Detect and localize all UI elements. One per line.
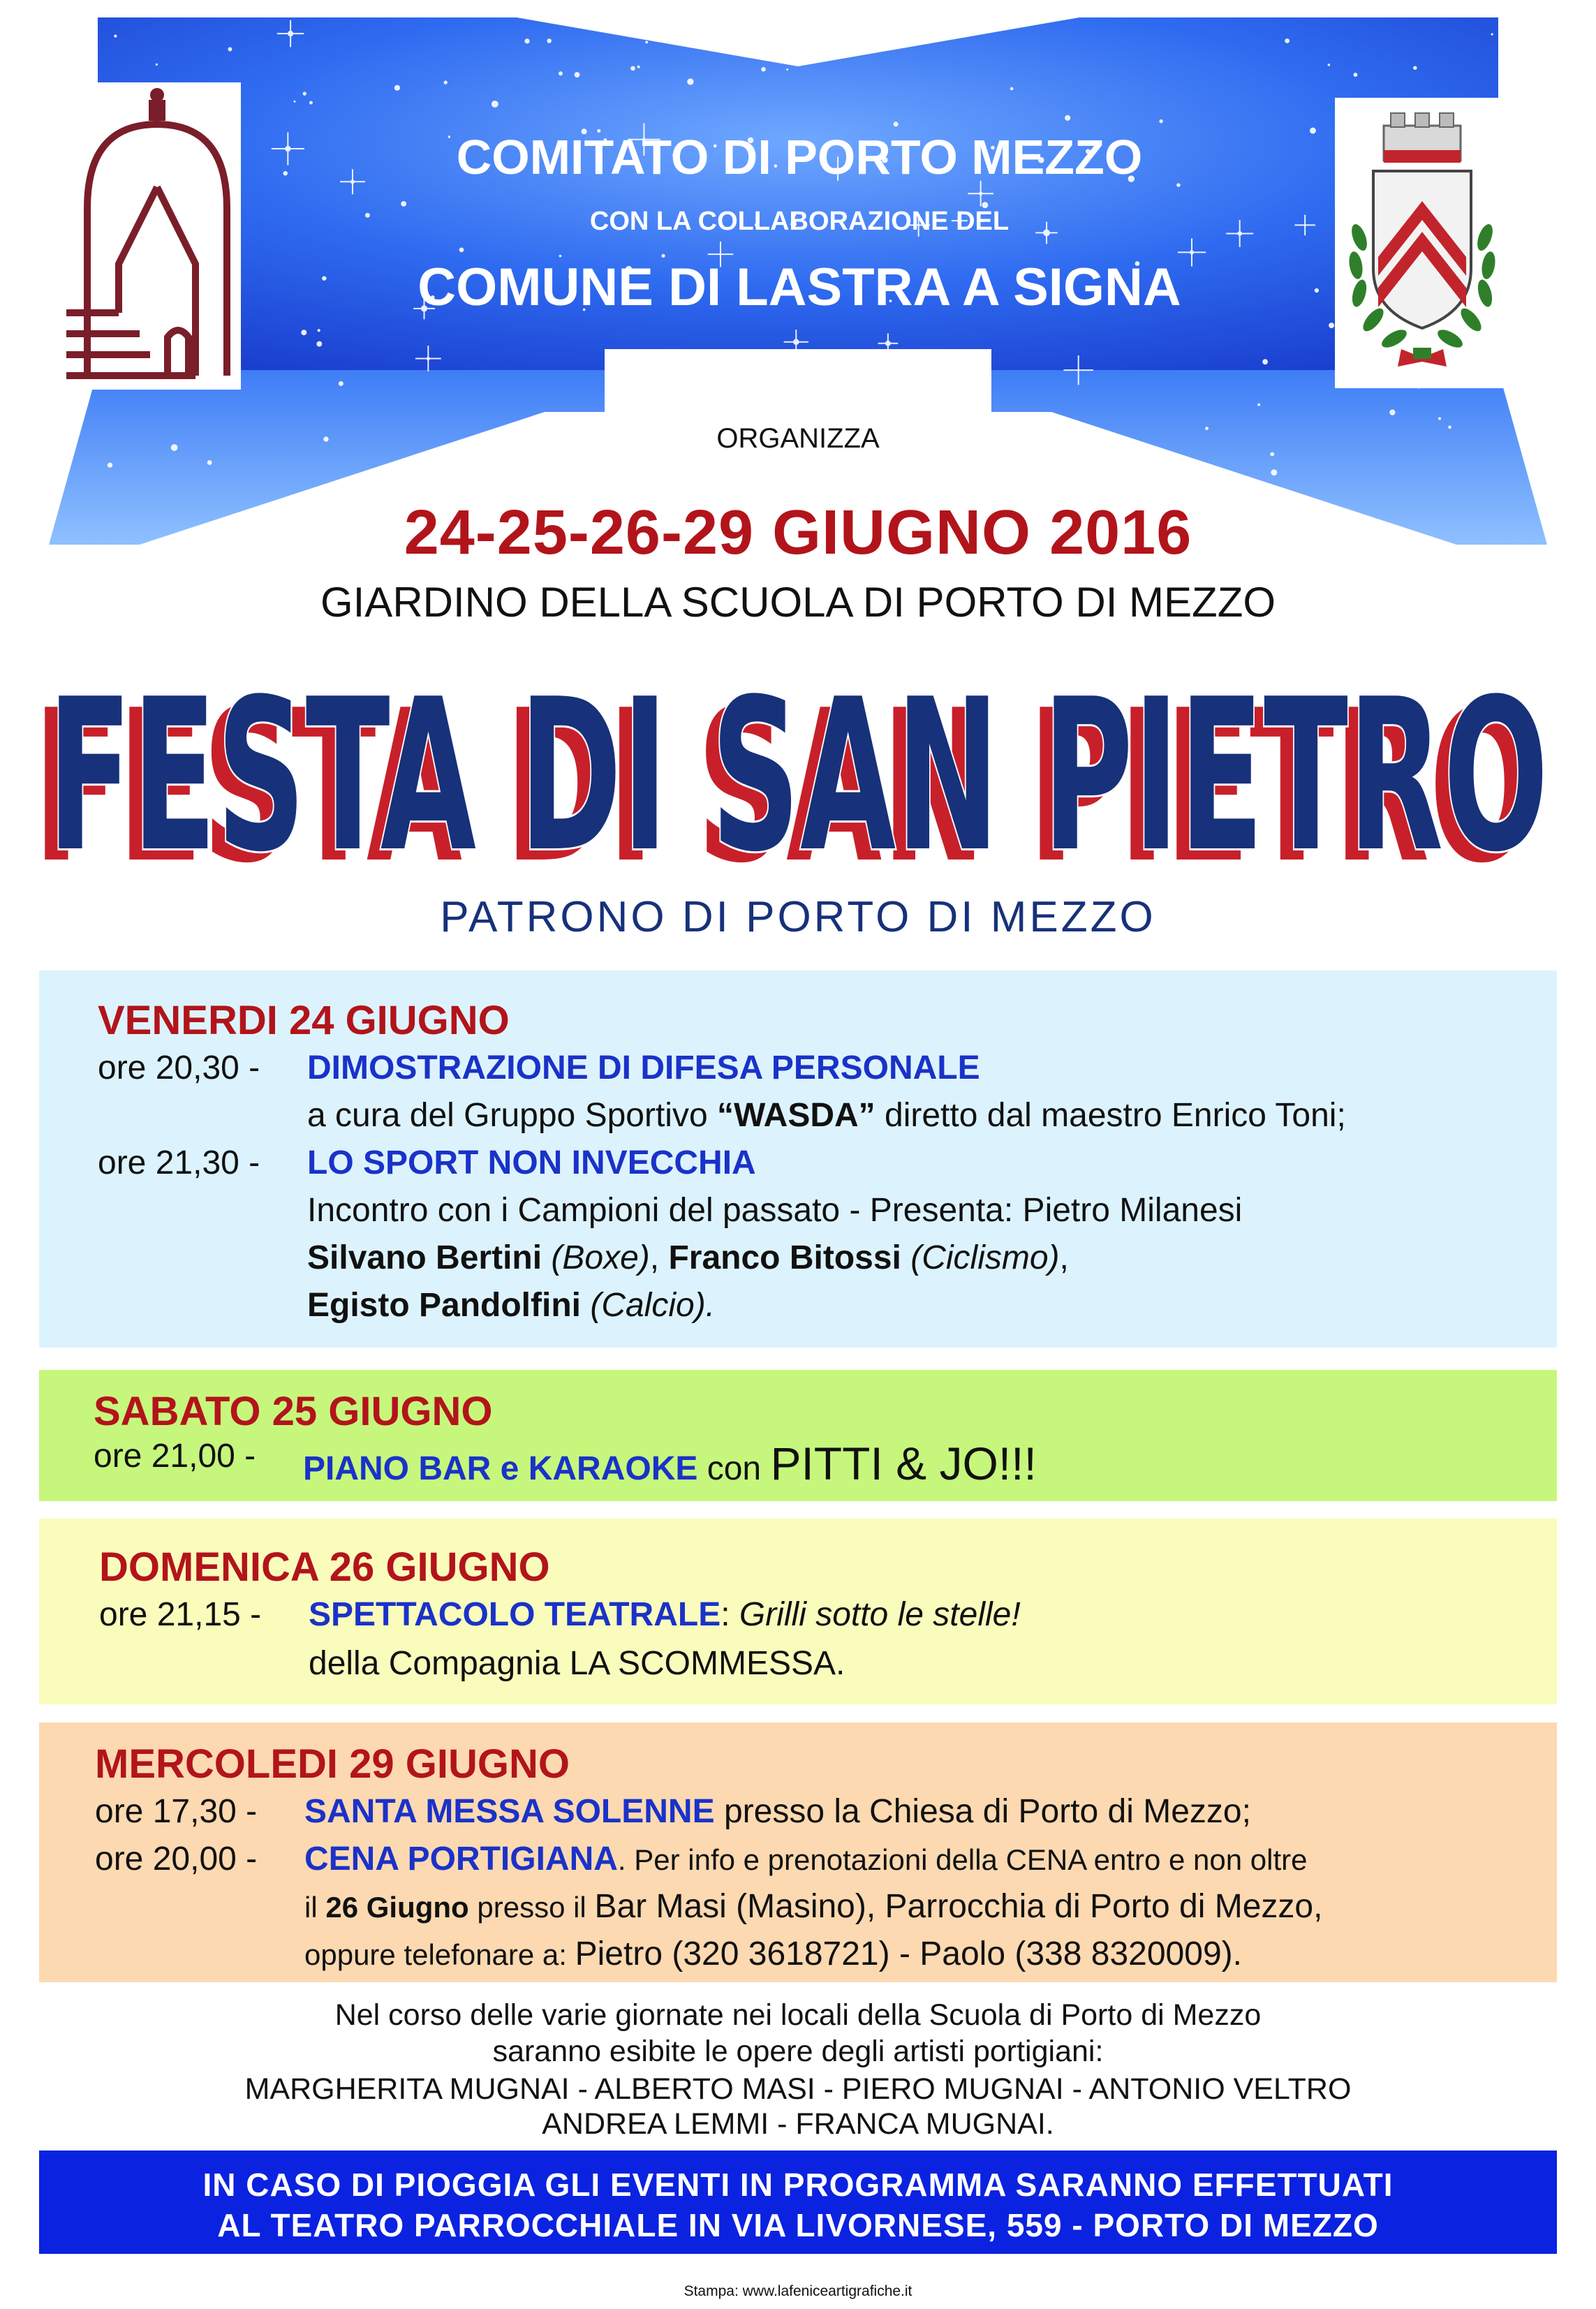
right-logo-box — [1335, 98, 1509, 388]
champion-3-sport: (Calcio). — [581, 1287, 716, 1324]
star-dot — [1315, 288, 1319, 293]
star-dot — [339, 381, 343, 386]
wednesday-event-2-info: . Per info e prenotazioni della CENA entro e non oltre — [617, 1843, 1308, 1876]
star-dot — [1354, 73, 1358, 77]
star-dot — [207, 460, 212, 465]
wednesday-line-1 — [95, 1792, 1251, 1831]
wednesday-line-3 — [304, 1887, 1322, 1926]
sunday-event: SPETTACOLO TEATRALE — [309, 1596, 721, 1633]
friday-box — [39, 971, 1557, 1348]
print-site: www.lafeniceartigrafiche.it — [742, 2283, 912, 2299]
committee-name: COMITATO DI PORTO MEZZO — [456, 130, 1143, 184]
footer-line-1: Nel corso delle varie giornate nei locali della Scuola di Porto di Mezzo — [334, 1998, 1262, 2032]
left-logo-box — [59, 82, 241, 390]
friday-group-name: “WASDA” — [717, 1097, 875, 1134]
star-dot — [584, 462, 590, 468]
champion-1-sport: (Boxe) — [542, 1239, 650, 1276]
sunday-title: DOMENICA 26 GIUGNO — [99, 1544, 550, 1590]
sunday-line-2: della Compagnia LA SCOMMESSA. — [309, 1645, 845, 1682]
wednesday-line-4 — [304, 1935, 1242, 1973]
saturday-line — [94, 1437, 1037, 1489]
star-dot — [1271, 469, 1277, 475]
saturday-time: ore 21,00 - — [94, 1438, 256, 1475]
star-dot — [156, 64, 158, 66]
saturday-box — [39, 1370, 1557, 1501]
champion-3: Egisto Pandolfini — [307, 1287, 581, 1324]
star-dot — [873, 37, 877, 40]
star-dot — [1262, 359, 1268, 364]
star-dot — [1159, 119, 1162, 123]
star-dot — [1285, 38, 1290, 43]
star-dot — [293, 101, 295, 103]
friday-line-4: Incontro con i Campioni del passato - Presenta: Pietro Milanesi — [307, 1192, 1243, 1229]
event-dates: 24-25-26-29 GIUGNO 2016 — [404, 498, 1192, 568]
star-dot — [108, 463, 112, 468]
festa-title: FESTA DI SAN PIETRO — [47, 654, 1549, 869]
friday-time-2: ore 21,30 - — [98, 1144, 260, 1181]
wednesday-contacts: Pietro (320 3618721) - Paolo (338 8320009). — [575, 1935, 1242, 1972]
church-tower-logo-icon — [59, 82, 241, 390]
star-dot — [474, 455, 476, 457]
wednesday-deadline: 26 Giugno — [325, 1891, 469, 1924]
star-dot — [228, 47, 232, 52]
footer-line-2: saranno esibite le opere degli artisti portigiani: — [492, 2035, 1104, 2068]
wednesday-presso: presso il — [468, 1891, 595, 1924]
star-dot — [394, 85, 400, 91]
wednesday-title: MERCOLEDI 29 GIUGNO — [95, 1741, 570, 1787]
star-dot — [444, 80, 448, 84]
star-dot — [1438, 417, 1441, 420]
champion-2: Franco Bitossi — [668, 1239, 901, 1276]
champion-2-sport: (Ciclismo) — [901, 1239, 1060, 1276]
friday-title: VENERDI 24 GIUGNO — [98, 998, 510, 1043]
star-dot — [1065, 115, 1070, 121]
star-dot — [1010, 87, 1014, 91]
star-dot — [1413, 66, 1417, 69]
star-dot — [786, 68, 788, 71]
star-dot — [645, 40, 648, 43]
star-dot — [459, 247, 464, 252]
star-dot — [637, 66, 640, 68]
friday-event-1: DIMOSTRAZIONE DI DIFESA PERSONALE — [307, 1049, 980, 1086]
festa-title-graphic — [0, 646, 1596, 869]
friday-group-post: diretto dal maestro Enrico Toni; — [875, 1097, 1346, 1134]
friday-line-3 — [98, 1144, 756, 1182]
footer-artists-2: ANDREA LEMMI - FRANCA MUGNAI. — [542, 2107, 1054, 2141]
event-venue: GIARDINO DELLA SCUOLA DI PORTO DI MEZZO — [320, 579, 1276, 626]
organizes-label: ORGANIZZA — [716, 423, 880, 454]
star-dot — [1310, 128, 1316, 134]
wednesday-line-2 — [95, 1840, 1308, 1878]
sunday-line-1 — [99, 1595, 1021, 1634]
wednesday-box — [39, 1722, 1557, 1982]
star-dot — [575, 72, 580, 78]
star-dot — [739, 27, 744, 32]
collaboration-line: CON LA COLLABORAZIONE DEL — [589, 207, 1010, 236]
star-dot — [559, 71, 563, 75]
star-dot — [492, 101, 498, 108]
champion-1: Silvano Bertini — [307, 1239, 542, 1276]
star-dot — [309, 101, 313, 105]
star-dot — [630, 66, 635, 71]
star-dot — [1491, 33, 1493, 35]
municipality-name: COMUNE DI LASTRA A SIGNA — [418, 258, 1181, 317]
star-dot — [853, 50, 857, 54]
wednesday-time-2: ore 20,00 - — [95, 1840, 258, 1878]
star-dot — [524, 38, 529, 43]
star-dot — [865, 32, 871, 38]
wednesday-il: il — [304, 1891, 326, 1924]
print-credit — [0, 2283, 1596, 2300]
star-dot — [316, 341, 322, 347]
star-dot — [547, 38, 551, 43]
star-dot — [687, 78, 693, 84]
star-dot — [303, 91, 306, 95]
sunday-time: ore 21,15 - — [99, 1596, 262, 1633]
wednesday-event-1-place: presso la Chiesa di Porto di Mezzo; — [714, 1793, 1251, 1830]
wednesday-event-2: CENA PORTIGIANA — [304, 1840, 618, 1878]
star-dot — [1328, 64, 1330, 66]
star-dot — [1087, 455, 1092, 460]
star-dot — [1257, 404, 1260, 406]
champion-sep: , — [649, 1239, 669, 1276]
friday-line-6 — [307, 1286, 715, 1325]
star-dot — [401, 201, 406, 207]
footer-artists-1: MARGHERITA MUGNAI - ALBERTO MASI - PIERO MUGNAI - ANTONIO VELTRO — [244, 2072, 1352, 2106]
rain-notice-line-2: AL TEATRO PARROCCHIALE IN VIA LIVORNESE, 559 - PORTO DI MEZZO — [217, 2207, 1379, 2243]
friday-time-1: ore 20,30 - — [98, 1049, 260, 1086]
saturday-artist: PITTI & JO!!! — [770, 1438, 1037, 1489]
friday-line-2 — [307, 1096, 1346, 1135]
friday-line-1 — [98, 1049, 980, 1087]
star-dot — [283, 171, 288, 176]
event-subtitle: PATRONO DI PORTO DI MEZZO — [440, 893, 1156, 941]
wednesday-bar: Bar Masi (Masino), Parrocchia di Porto di Mezzo, — [594, 1888, 1323, 1925]
wednesday-event-1: SANTA MESSA SOLENNE — [304, 1793, 715, 1830]
sunday-show: Grilli sotto le stelle! — [739, 1596, 1021, 1633]
saturday-with: con — [697, 1450, 771, 1487]
star-dot — [1329, 323, 1334, 328]
sunday-colon: : — [721, 1596, 739, 1633]
star-dot — [114, 34, 117, 37]
friday-group-pre: a cura del Gruppo Sportivo — [307, 1097, 717, 1134]
friday-event-2: LO SPORT NON INVECCHIA — [307, 1144, 756, 1181]
star-dot — [1389, 410, 1395, 415]
friday-line-5 — [307, 1239, 1069, 1277]
saturday-event: PIANO BAR e KARAOKE — [303, 1450, 698, 1487]
coat-of-arms-icon — [1335, 98, 1509, 388]
wednesday-phone-label: oppure telefonare a: — [304, 1938, 575, 1971]
star-dot — [761, 67, 765, 71]
star-dot — [678, 29, 684, 34]
festa-title-shadow: FESTA DI SAN PIETRO — [34, 665, 1535, 869]
star-dot — [301, 330, 306, 335]
sunday-box — [39, 1519, 1557, 1704]
saturday-title: SABATO 25 GIUGNO — [94, 1389, 493, 1434]
rain-notice-line-1: IN CASO DI PIOGGIA GLI EVENTI IN PROGRAMMA SARANNO EFFETTUATI — [202, 2167, 1394, 2203]
rain-notice-box — [39, 2151, 1557, 2254]
print-label: Stampa: — [684, 2283, 743, 2299]
star-dot — [894, 121, 899, 126]
champion-end: , — [1059, 1239, 1069, 1276]
star-dot — [318, 329, 320, 332]
wednesday-time-1: ore 17,30 - — [95, 1793, 258, 1830]
